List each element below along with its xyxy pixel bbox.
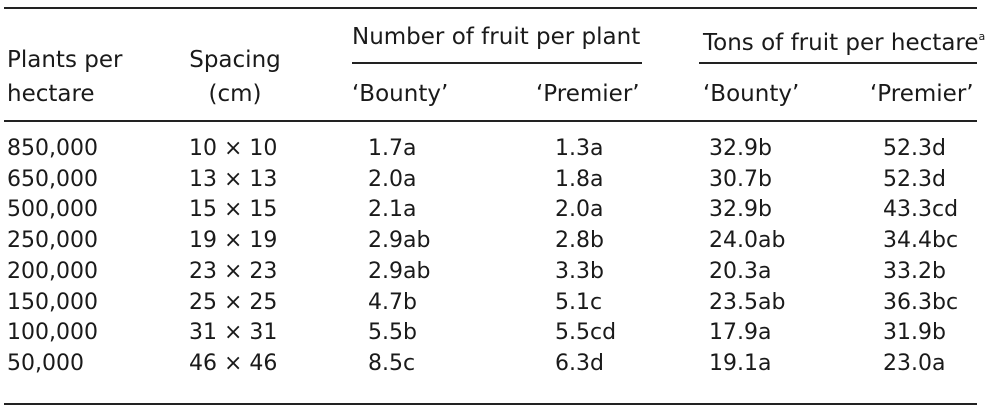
cell-spacing: 15 × 15 [189,197,278,223]
cell-premier-tons: 36.3bc [883,289,959,315]
cell-bounty-tons: 23.5ab [709,289,786,315]
cell-bounty-fruit: 4.7b [368,289,417,315]
cell-premier-tons: 52.3d [883,136,946,161]
cell-premier-fruit: 6.3d [555,350,604,376]
cell-spacing: 46 × 46 [189,350,278,376]
header-fruit-per-plant: Number of fruit per plant [352,24,641,50]
cell-spacing: 31 × 31 [189,320,278,346]
cell-bounty-tons: 17.9a [709,320,772,346]
cell-bounty-tons: 30.7b [709,166,772,192]
cell-premier-fruit: 2.8b [555,228,604,254]
cell-premier-fruit: 1.3a [555,136,604,161]
header-premier-tons: ‘Premier’ [870,81,974,107]
cell-premier-tons: 33.2b [883,258,946,284]
top-rule [4,7,977,9]
cell-plants-per-hectare: 50,000 [7,350,84,376]
cell-bounty-fruit: 2.1a [368,197,417,223]
cell-plants-per-hectare: 850,000 [7,136,98,161]
cell-premier-tons: 43.3cd [883,197,959,223]
cell-spacing: 25 × 25 [189,289,278,315]
cell-premier-fruit: 2.0a [555,197,604,223]
cell-premier-tons: 52.3d [883,166,946,192]
cell-bounty-tons: 19.1a [709,350,772,376]
group-rule-tons [699,62,977,64]
header-spacing-line1: Spacing [189,47,281,73]
cell-bounty-fruit: 2.9ab [368,258,431,284]
cell-premier-fruit: 5.1c [555,289,603,315]
cell-premier-tons: 34.4bc [883,228,959,254]
cell-spacing: 23 × 23 [189,258,278,284]
bottom-rule [4,403,977,405]
cell-bounty-tons: 32.9b [709,197,772,223]
cell-bounty-fruit: 5.5b [368,320,417,346]
header-rule [4,120,977,122]
cell-bounty-tons: 24.0ab [709,228,786,254]
cell-plants-per-hectare: 500,000 [7,197,98,223]
cell-bounty-tons: 20.3a [709,258,772,284]
footnote-mark: a [978,30,985,43]
header-tons-per-hectare: Tons of fruit per hectare$^a$ [703,30,985,56]
cell-premier-fruit: 5.5cd [555,320,617,346]
cell-spacing: 19 × 19 [189,228,278,254]
group-rule-fruit [352,62,642,64]
header-plants-per-hectare-line2: hectare [7,81,95,107]
cell-bounty-fruit: 2.9ab [368,228,431,254]
cell-bounty-fruit: 1.7a [368,136,417,161]
cell-bounty-fruit: 8.5c [368,350,416,376]
cell-premier-fruit: 1.8a [555,166,604,192]
cell-premier-tons: 23.0a [883,350,946,376]
header-spacing-line2: (cm) [208,81,262,107]
cell-plants-per-hectare: 200,000 [7,258,98,284]
cell-spacing: 13 × 13 [189,166,278,192]
cell-plants-per-hectare: 100,000 [7,320,98,346]
header-bounty-fruit: ‘Bounty’ [352,81,449,107]
cell-bounty-fruit: 2.0a [368,166,417,192]
header-bounty-tons: ‘Bounty’ [703,81,800,107]
cell-premier-fruit: 3.3b [555,258,604,284]
cell-spacing: 10 × 10 [189,136,278,161]
cell-premier-tons: 31.9b [883,320,946,346]
header-plants-per-hectare-line1: Plants per [7,47,123,73]
cell-plants-per-hectare: 650,000 [7,166,98,192]
cell-plants-per-hectare: 150,000 [7,289,98,315]
cell-plants-per-hectare: 250,000 [7,228,98,254]
cell-bounty-tons: 32.9b [709,136,772,161]
header-premier-fruit: ‘Premier’ [536,81,640,107]
